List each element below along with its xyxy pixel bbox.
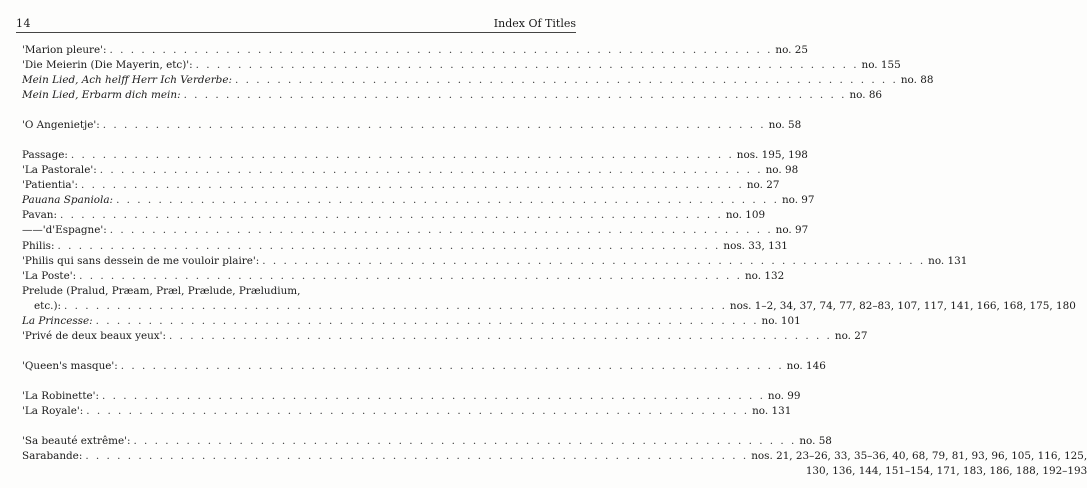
entry-ref: no. 58 [768, 119, 802, 132]
page-header [16, 14, 576, 33]
index-entry [22, 269, 785, 284]
entry-title: Sarabande: [22, 450, 83, 463]
page-number: 14 [16, 17, 31, 30]
dot-leader: . . . . . . . . . . . . . . . . . . . . . . . . . . . . . . . . . . . . . . . . . . . . . . . . . . . . . . . . . . . . . . . [79, 269, 742, 282]
index-entry-prelude [22, 284, 1076, 314]
index-entry [22, 58, 901, 73]
entry-ref: no. 132 [744, 269, 785, 282]
group-gap [22, 103, 590, 118]
entry-title: 'Privé de deux beaux yeux': [22, 329, 166, 342]
entry-title: Pauana Spaniola: [22, 194, 114, 207]
entry-title: Pavan: [22, 209, 57, 222]
dot-leader: . . . . . . . . . . . . . . . . . . . . . . . . . . . . . . . . . . . . . . . . . . . . . . . . . . . . . . . . . . . . . . . [183, 89, 847, 102]
entry-ref: no. 27 [746, 179, 780, 192]
group-gap [22, 133, 590, 148]
entry-title: 'Philis qui sans dessein de me vouloir plaire': [22, 254, 260, 267]
group-gap [22, 344, 590, 359]
running-title: Index Of Titles [493, 17, 576, 30]
index-entry [22, 178, 780, 193]
entry-ref: no. 131 [928, 254, 968, 267]
index-entry [22, 329, 868, 344]
dot-leader: . . . . . . . . . . . . . . . . . . . . . . . . . . . . . . . . . . . . . . . . . . . . . . . . . . . . . . . . . . . . . . . [86, 404, 750, 417]
index-entry [22, 359, 826, 374]
group-gap [22, 374, 590, 389]
entry-title: La Princesse: [22, 314, 93, 327]
entry-title: 'Die Meierin (Die Mayerin, etc)': [22, 59, 193, 72]
entry-ref: no. 25 [775, 44, 808, 56]
entry-title: 'La Poste': [22, 269, 77, 282]
entry-ref: no. 86 [849, 89, 883, 102]
entry-ref: no. 146 [786, 359, 826, 372]
entry-title: 'Queen's masque': [22, 359, 118, 372]
entry-title: Philis: [22, 239, 55, 252]
index-entry [22, 223, 809, 238]
index-entry-sarabande [22, 449, 1087, 479]
entry-ref: nos. 33, 131 [723, 239, 788, 252]
dot-leader: . . . . . . . . . . . . . . . . . . . . . . . . . . . . . . . . . . . . . . . . . . . . . . . . . . . . . . . . . . . . . . . [262, 254, 926, 267]
index-entry [22, 43, 808, 58]
prelude-title-line [22, 284, 590, 299]
entry-ref: no. 97 [775, 224, 809, 237]
entry-ref: nos. 195, 198 [736, 149, 808, 162]
entry-title: 'Sa beauté extrême': [22, 434, 131, 447]
entry-ref: no. 97 [781, 194, 815, 207]
dot-leader: . . . . . . . . . . . . . . . . . . . . . . . . . . . . . . . . . . . . . . . . . . . . . . . . . . . . . . . . . . . . . . . [169, 329, 832, 342]
entry-ref: no. 58 [799, 434, 832, 447]
dot-leader: . . . . . . . . . . . . . . . . . . . . . . . . . . . . . . . . . . . . . . . . . . . . . . . . . . . . . . . . . . . . . . . [195, 59, 859, 72]
entry-ref: no. 109 [725, 209, 766, 222]
dot-leader: . . . . . . . . . . . . . . . . . . . . . . . . . . . . . . . . . . . . . . . . . . . . . . . . . . . . . . . . . . . . . . . [57, 239, 721, 252]
group-gap [22, 419, 590, 434]
dot-leader: . . . . . . . . . . . . . . . . . . . . . . . . . . . . . . . . . . . . . . . . . . . . . . . . . . . . . . . . . . . . . . . [80, 179, 744, 192]
dot-leader: . . . . . . . . . . . . . . . . . . . . . . . . . . . . . . . . . . . . . . . . . . . . . . . . . . . . . . . . . . . . . . . [109, 224, 773, 237]
entry-ref: no. 99 [767, 389, 801, 402]
index-entry [22, 73, 934, 88]
entry-title: Mein Lied, Ach helff Herr Ich Verderbe: [22, 74, 232, 87]
index-entry [22, 118, 802, 133]
index-entry [22, 88, 883, 103]
dot-leader: . . . . . . . . . . . . . . . . . . . . . . . . . . . . . . . . . . . . . . . . . . . . . . . . . . . . . . . . . . . . . . . [102, 389, 765, 402]
entry-title: 'La Pastorale': [22, 164, 97, 177]
dot-leader: . . . . . . . . . . . . . . . . . . . . . . . . . . . . . . . . . . . . . . . . . . . . . . . . . . . . . . . . . . . . . . . [85, 450, 749, 463]
dot-leader: . . . . . . . . . . . . . . . . . . . . . . . . . . . . . . . . . . . . . . . . . . . . . . . . . . . . . . . . . . . . . . . [70, 149, 734, 162]
dot-leader: . . . . . . . . . . . . . . . . . . . . . . . . . . . . . . . . . . . . . . . . . . . . . . . . . . . . . . . . . . . . . . . [99, 164, 763, 177]
dot-leader: . . . . . . . . . . . . . . . . . . . . . . . . . . . . . . . . . . . . . . . . . . . . . . . . . . . . . . . . . . . . . . . [102, 119, 766, 132]
entry-ref: no. 98 [765, 164, 799, 177]
entry-ref: no. 88 [900, 74, 934, 87]
entry-title: 'La Royale': [22, 404, 84, 417]
entry-ref [751, 449, 1087, 479]
dot-leader: . . . . . . . . . . . . . . . . . . . . . . . . . . . . . . . . . . . . . . . . . . . . . . . . . . . . . . . . . . . . . . . [234, 74, 898, 87]
dot-leader: . . . . . . . . . . . . . . . . . . . . . . . . . . . . . . . . . . . . . . . . . . . . . . . . . . . . . . . . . . . . . . . [120, 359, 784, 372]
index-entry [22, 389, 801, 404]
index-entry [22, 404, 792, 419]
entry-ref: no. 27 [834, 329, 868, 342]
entry-title: Mein Lied, Erbarm dich mein: [22, 89, 181, 102]
entry-ref: nos. 1–2, 34, 37, 74, 77, 82–83, 107, 117, 141, 166, 168, 175, 180 [729, 299, 1076, 312]
entry-title: ——'d'Espagne': [22, 224, 107, 237]
entry-ref: no. 101 [761, 314, 801, 327]
prelude-ref-line [22, 299, 1076, 314]
entry-title: 'O Angenietje': [22, 119, 100, 132]
index-entry [22, 163, 799, 178]
index-entry [22, 254, 968, 269]
index-entry [22, 208, 766, 223]
index-entry [22, 314, 801, 329]
dot-leader: . . . . . . . . . . . . . . . . . . . . . . . . . . . . . . . . . . . . . . . . . . . . . . . . . . . . . . . . . . . . . . . [109, 44, 773, 56]
index-entry [22, 239, 788, 254]
entry-title: 'Patientia': [22, 179, 78, 192]
entry-ref: no. 155 [861, 59, 901, 72]
entry-title: Passage: [22, 149, 68, 162]
index-entry [22, 148, 808, 163]
entry-ref-line: 130, 136, 144, 151–154, 171, 183, 186, 188, 192–193 [805, 465, 1087, 478]
entry-title-continued: etc.): [34, 299, 62, 312]
entry-title: 'La Robinette': [22, 389, 100, 402]
dot-leader: . . . . . . . . . . . . . . . . . . . . . . . . . . . . . . . . . . . . . . . . . . . . . . . . . . . . . . . . . . . . . . . [59, 209, 723, 222]
index-entry [22, 193, 815, 208]
entry-ref-line: nos. 21, 23–26, 33, 35–36, 40, 68, 79, 81, 93, 96, 105, 116, 125, [751, 450, 1087, 463]
index-entry [22, 434, 832, 449]
dot-leader: . . . . . . . . . . . . . . . . . . . . . . . . . . . . . . . . . . . . . . . . . . . . . . . . . . . . . . . . . . . . . . . [64, 299, 727, 312]
entry-ref: no. 131 [752, 404, 792, 417]
dot-leader: . . . . . . . . . . . . . . . . . . . . . . . . . . . . . . . . . . . . . . . . . . . . . . . . . . . . . . . . . . . . . . . [133, 434, 797, 447]
index-entries [22, 43, 1087, 479]
dot-leader: . . . . . . . . . . . . . . . . . . . . . . . . . . . . . . . . . . . . . . . . . . . . . . . . . . . . . . . . . . . . . . . [95, 314, 759, 327]
entry-title: Prelude (Pralud, Præam, Præl, Prælude, Præludium, [22, 284, 301, 297]
entry-title: 'Marion pleure': [22, 44, 107, 56]
dot-leader: . . . . . . . . . . . . . . . . . . . . . . . . . . . . . . . . . . . . . . . . . . . . . . . . . . . . . . . . . . . . . . . [116, 194, 779, 207]
